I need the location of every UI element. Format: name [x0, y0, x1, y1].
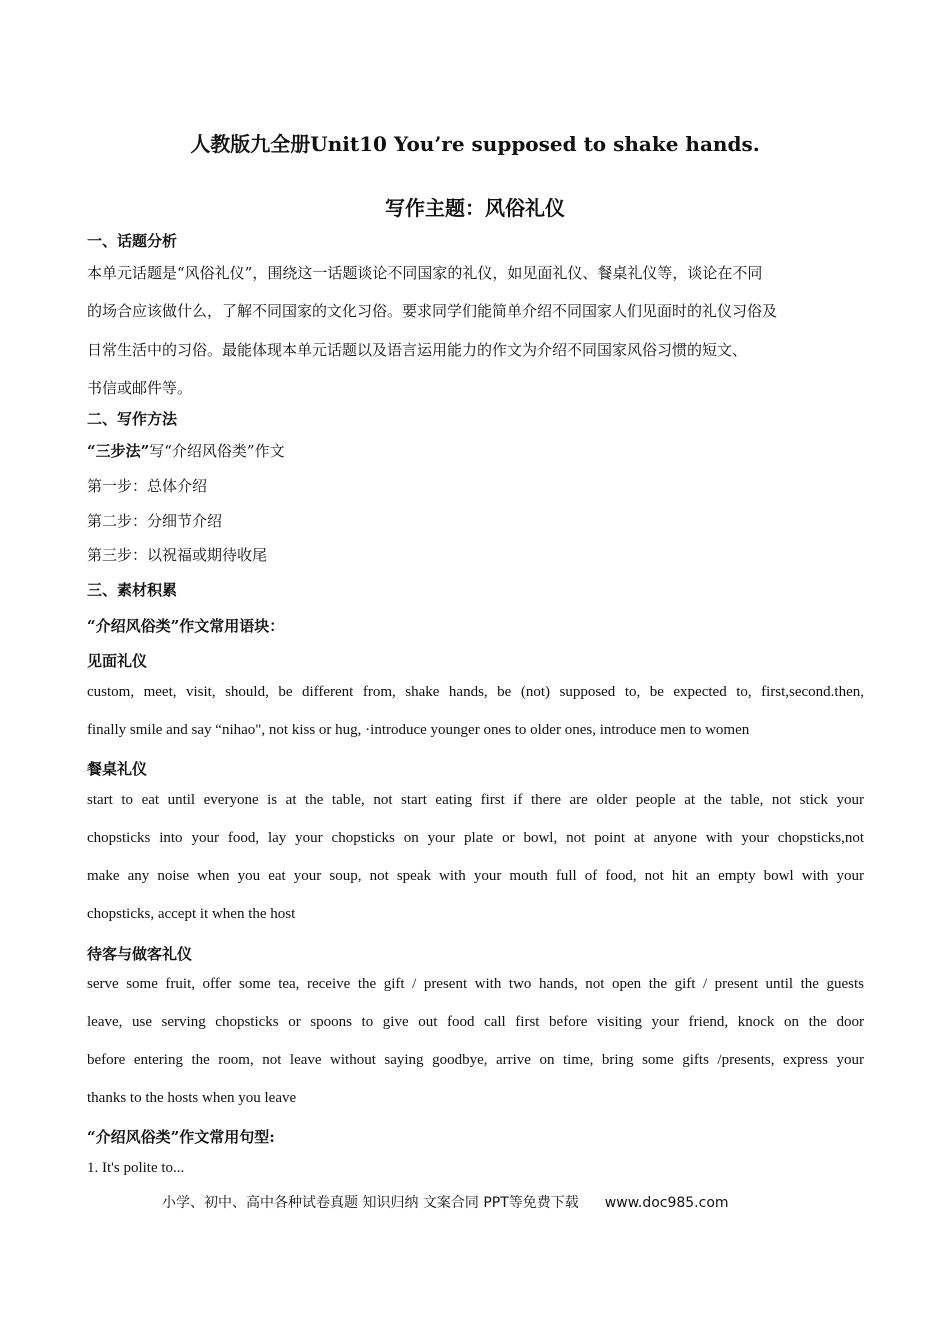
english-line: chopsticks into your food, lay your chopsticks on your plate or bowl, not point at anyone with your chopsticks,not: [87, 830, 864, 846]
meeting-etiquette-heading: 见面礼仪: [87, 652, 148, 670]
english-line: chopsticks, accept it when the host: [87, 906, 296, 922]
method-intro-rest: 写“介绍风俗类”作文: [149, 442, 285, 460]
method-intro-bold: “三步法”: [87, 442, 150, 460]
step-item: 第二步：分细节介绍: [87, 512, 223, 530]
paragraph-line: 书信或邮件等。: [87, 379, 193, 397]
step-item: 第一步：总体介绍: [87, 477, 208, 495]
paragraph-line: 的场合应该做什么，了解不同国家的文化习俗。要求同学们能简单介绍不同国家人们见面时的礼仪习俗及: [87, 302, 778, 320]
paragraph-line: 日常生活中的习俗。最能体现本单元话题以及语言运用能力的作文为介绍不同国家风俗习惯的短文、: [87, 341, 748, 359]
english-line: leave, use serving chopsticks or spoons to give out food call first before visiting your friend, knock on the door: [87, 1014, 864, 1030]
chunks-heading: “介绍风俗类”作文常用语块：: [87, 617, 285, 635]
english-line: before entering the room, not leave without saying goodbye, arrive on time, bring some gifts /presents, express your: [87, 1052, 864, 1068]
english-line: make any noise when you eat your soup, not speak with your mouth full of food, not hit an empty bowl with your: [87, 868, 864, 884]
sentence-item: 1. It's polite to...: [87, 1160, 185, 1176]
section-heading-materials: 三、素材积累: [87, 581, 178, 599]
paragraph-line: 本单元话题是“风俗礼仪”，围绕这一话题谈论不同国家的礼仪，如见面礼仪、餐桌礼仪等，谈论在不同: [87, 264, 763, 282]
english-line: start to eat until everyone is at the table, not start eating first if there are older people at the table, not stick your: [87, 792, 864, 808]
page-footer: [162, 1192, 729, 1212]
english-line: thanks to the hosts when you leave: [87, 1090, 297, 1106]
english-line: custom, meet, visit, should, be different from, shake hands, be (not) supposed to, be expected to, first,second.then,: [87, 684, 864, 700]
english-line: serve some fruit, offer some tea, receive the gift / present with two hands, not open the gift / present until the guests: [87, 976, 864, 992]
section-heading-topic-analysis: 一、话题分析: [87, 232, 178, 250]
method-intro: [87, 440, 285, 461]
section-heading-writing-method: 二、写作方法: [87, 410, 178, 428]
document-subtitle: 写作主题：风俗礼仪: [385, 196, 565, 220]
table-etiquette-heading: 餐桌礼仪: [87, 760, 148, 778]
footer-text: 小学、初中、高中各种试卷真题 知识归纳 文案合同 PPT等免费下载: [162, 1195, 579, 1211]
guest-etiquette-heading: 待客与做客礼仪: [87, 945, 193, 963]
step-item: 第三步：以祝福或期待收尾: [87, 546, 268, 564]
sentences-heading: “介绍风俗类”作文常用句型:: [87, 1128, 275, 1146]
english-line: finally smile and say “nihao", not kiss or hug, ·introduce younger ones to older ones, introduce men to women: [87, 722, 750, 738]
footer-url: www.doc985.com: [604, 1195, 729, 1211]
document-title: 人教版九全册Unit10 You’re supposed to shake hands.: [190, 132, 760, 156]
